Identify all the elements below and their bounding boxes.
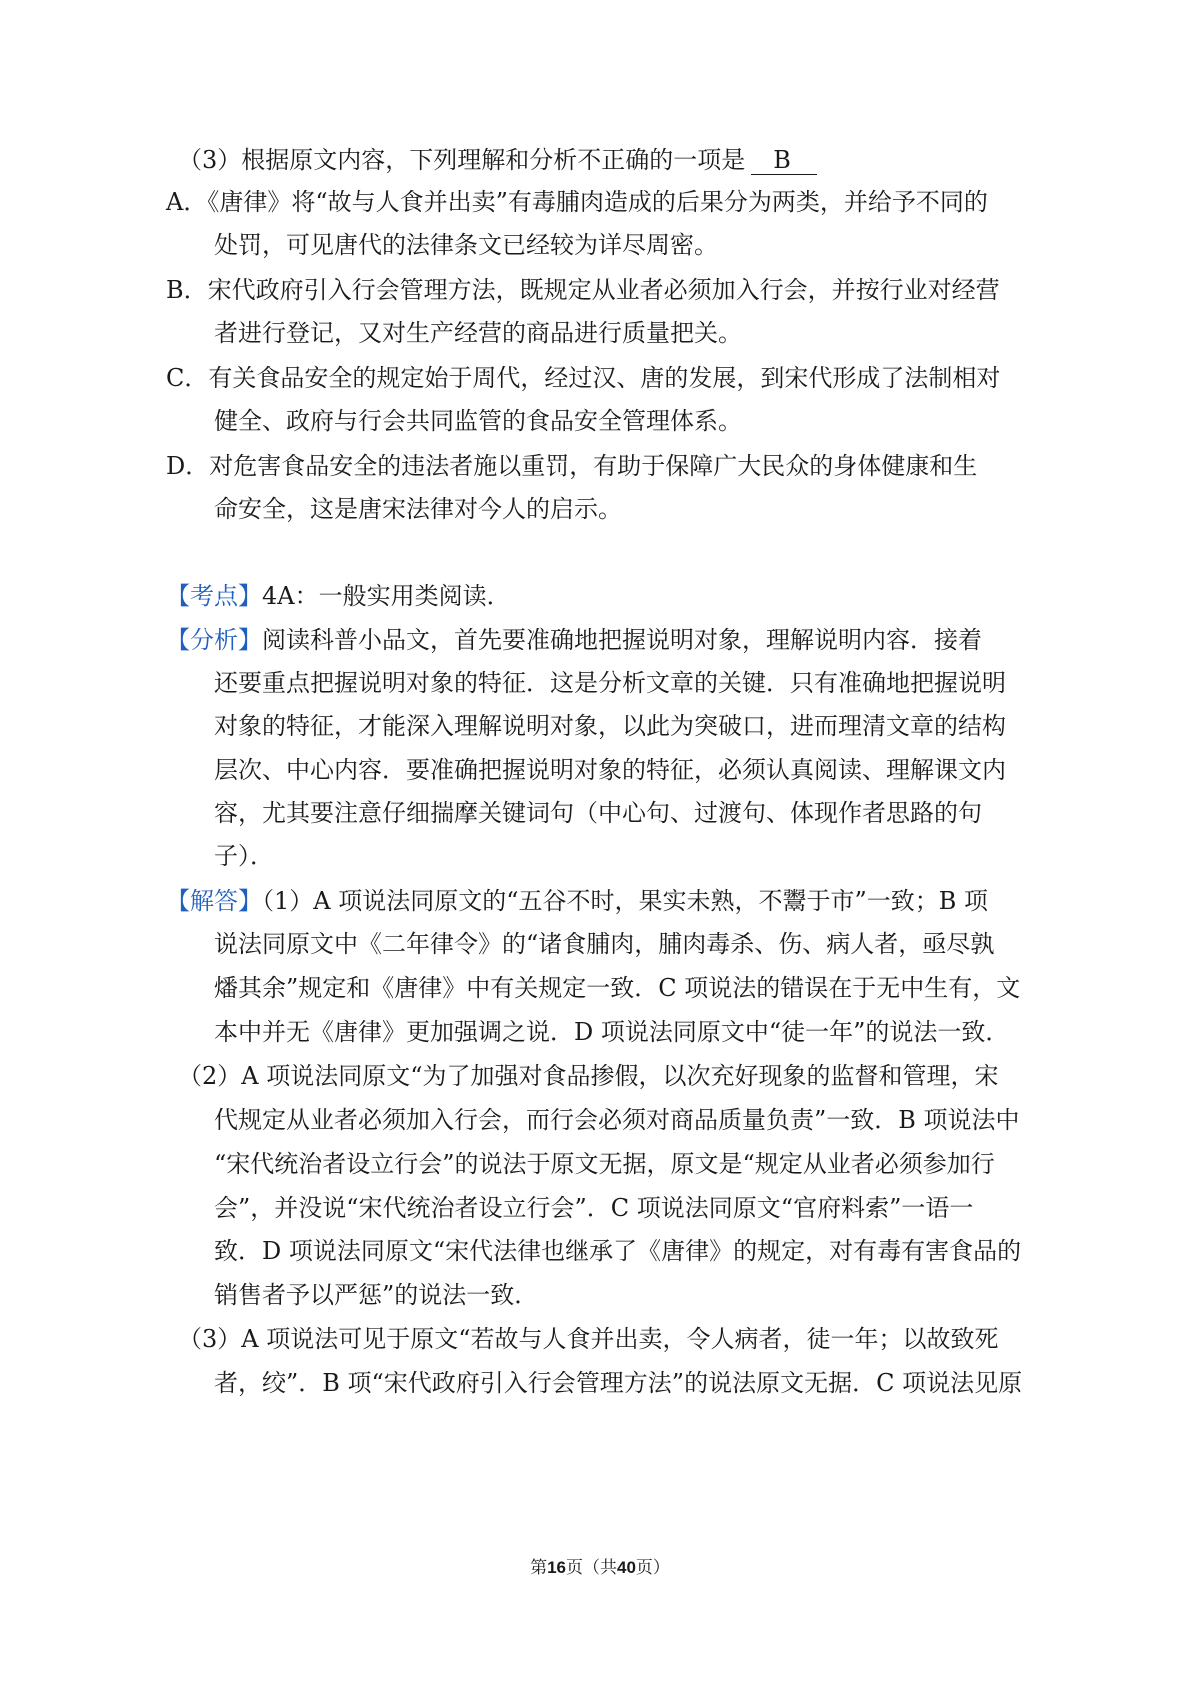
footer-suffix: 页） [635,1558,670,1578]
jieda-part2-line: 致．D 项说法同原文“宋代法律也继承了《唐律》的规定，对有毒有害食品的 [214,1237,1022,1265]
fenxi-first-line [166,623,982,657]
option-a-line2: 处罚，可见唐代的法律条文已经较为详尽周密。 [214,231,718,259]
jieda-part2-line: 会”，并没说“宋代统治者设立行会”．C 项说法同原文“官府料索”一语一 [214,1194,974,1222]
kaodian-tag: 【考点】 [166,582,262,610]
option-c-line2: 健全、政府与行会共同监管的食品安全管理体系。 [214,407,742,435]
jieda-part2-line: 代规定从业者必须加入行会，而行会必须对商品质量负责”一致．B 项说法中 [214,1106,1020,1134]
jieda-part3-first: （3）A 项说法可见于原文“若故与人食并出卖，令人病者，徒一年；以故致死 [178,1325,999,1353]
fenxi-line: 对象的特征，才能深入理解说明对象，以此为突破口，进而理清文章的结构 [214,712,1006,740]
footer-total-pages: 40 [617,1558,636,1577]
option-a-line1: A．《唐律》将“故与人食并出卖”有毒脯肉造成的后果分为两类，并给予不同的 [166,188,988,216]
option-b-line1: B．宋代政府引入行会管理方法，既规定从业者必须加入行会，并按行业对经营 [166,276,1000,304]
page-footer [0,1556,1200,1580]
fenxi-line: 子）． [214,842,274,870]
jieda-tag: 【解答】 [166,887,262,915]
footer-prefix: 第 [530,1558,548,1578]
jieda-part2-first: （2）A 项说法同原文“为了加强对食品掺假，以次充好现象的监督和管理，宋 [178,1062,999,1090]
jieda-part3-line: 者，绞”．B 项“宋代政府引入行会管理方法”的说法原文无据．C 项说法见原 [214,1369,1023,1397]
fenxi-line: 还要重点把握说明对象的特征．这是分析文章的关键．只有准确地把握说明 [214,669,1006,697]
fenxi-tag: 【分析】 [166,626,262,654]
jieda-part2-line: 销售者予以严惩”的说法一致． [214,1281,539,1309]
footer-page-number: 16 [547,1558,566,1577]
jieda-first-text: （1）A 项说法同原文的“五谷不时，果实未熟，不鬻于市”一致；B 项 [262,887,989,915]
fenxi-first-text: 阅读科普小品文，首先要准确地把握说明对象，理解说明内容．接着 [262,626,982,654]
footer-mid: 页（共 [566,1558,617,1578]
option-c-line1: C．有关食品安全的规定始于周代，经过汉、唐的发展，到宋代形成了法制相对 [166,364,1001,392]
option-d-line1: D．对危害食品安全的违法者施以重罚，有助于保障广大民众的身体健康和生 [166,452,978,480]
kaodian-section [166,579,511,613]
question-stem-text: （3）根据原文内容，下列理解和分析不正确的一项是 [178,146,746,174]
fenxi-line: 容，尤其要注意仔细揣摩关键词句（中心句、过渡句、体现作者思路的句 [214,799,982,827]
jieda-line: 燔其余”规定和《唐律》中有关规定一致．C 项说法的错误在于无中生有，文 [214,974,1021,1002]
fenxi-line: 层次、中心内容．要准确把握说明对象的特征，必须认真阅读、理解课文内 [214,756,1006,784]
option-b-line2: 者进行登记，又对生产经营的商品进行质量把关。 [214,319,742,347]
jieda-first-line [166,884,988,918]
option-d-line2: 命安全，这是唐宋法律对今人的启示。 [214,495,622,523]
jieda-line: 说法同原文中《二年律令》的“诸食脯肉，脯肉毒杀、伤、病人者，亟尽孰 [214,930,995,958]
answer-blank: B [751,146,817,175]
jieda-line: 本中并无《唐律》更加强调之说．D 项说法同原文中“徒一年”的说法一致． [214,1018,1010,1046]
question-stem [178,143,817,177]
jieda-part2-line: “宋代统治者设立行会”的说法于原文无据，原文是“规定从业者必须参加行 [214,1150,995,1178]
kaodian-text: 4A：一般实用类阅读． [262,582,511,610]
